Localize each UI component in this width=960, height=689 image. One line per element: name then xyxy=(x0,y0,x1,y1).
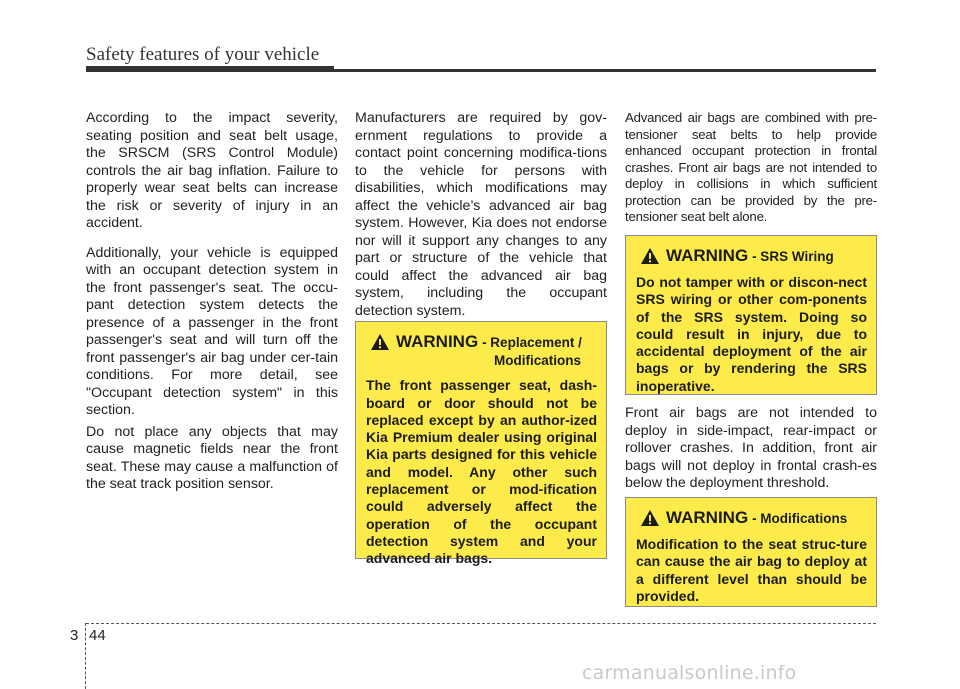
paragraph: Advanced air bags are combined with pre-tensioner seat belts to help provide enhanced occupant protection in frontal crashes. Front air bags are not intended to deploy in collisions in which sufficient protection can be provided by the pre-tensioner seat belt alone. xyxy=(625,110,877,224)
chapter-number: 3 xyxy=(70,627,79,644)
paragraph: Front air bags are not intended to deploy in side-impact, rear-impact or rollover crashes. In addition, front air bags will not deploy in frontal crash-es below the deployment threshold. xyxy=(625,405,877,491)
page-number: 44 xyxy=(89,627,106,644)
warning-subtitle: - Modifications xyxy=(752,511,848,526)
warning-triangle-icon xyxy=(370,333,390,351)
warning-title: WARNING xyxy=(396,332,479,351)
warning-body: The front passenger seat, dash-board or door should not be replaced except by an author-ized Kia Premium dealer using original Kia parts designed for this vehicle and model. Any other such replacement or mod-ification could adversely affect the operation of the occupant detection system and your advanced air bags. xyxy=(366,377,597,567)
footer-rule xyxy=(86,623,876,624)
warning-subtitle: - Replacement / xyxy=(482,335,582,350)
warning-triangle-icon xyxy=(640,247,660,265)
watermark: carmanualsonline.info xyxy=(582,662,797,684)
warning-subtitle: - SRS Wiring xyxy=(752,249,834,264)
warning-triangle-icon xyxy=(640,509,660,527)
paragraph: Manufacturers are required by gov-ernment regulations to provide a contact point concerning modifica-tions to the vehicle for persons with disabilities, which modifications may affect the vehicle’s advanced air bag system. However, Kia does not endorse nor will it support any changes to any part or structure of the vehicle that could affect the advanced air bag system, including the occupant detection system. xyxy=(355,110,607,319)
header-rule-accent xyxy=(86,66,334,72)
warning-body: Do not tamper with or discon-nect SRS wiring or other com-ponents of the SRS system. Doing so could result in injury, due to accidental deployment of the air bags or by rendering the SRS inoperative. xyxy=(636,274,867,394)
paragraph: Do not place any objects that may cause magnetic fields near the front seat. These may cause a malfunction of the seat track position sensor. xyxy=(86,423,338,492)
warning-title: WARNING xyxy=(666,246,749,265)
paragraph: Additionally, your vehicle is equipped with an occupant detection system in the front passenger's seat. The occu-pant detection system detects the presence of a passenger in the front passenger's seat and will turn off the front passenger's air bag under cer-tain conditions. For more detail, see "Occupant detection system" in this section. xyxy=(86,244,338,418)
warning-body: Modification to the seat struc-ture can cause the air bag to deploy at a different level than should be provided. xyxy=(636,536,867,604)
warning-box-replacement xyxy=(355,321,607,567)
warning-subtitle-continued: Modifications xyxy=(494,353,581,368)
warning-box-srs-wiring xyxy=(625,235,877,395)
column-left xyxy=(86,110,338,506)
column-middle xyxy=(355,110,607,332)
warning-box-modifications xyxy=(625,497,877,607)
warning-header xyxy=(366,332,597,369)
section-title: Safety features of your vehicle xyxy=(86,44,320,65)
warning-header xyxy=(636,246,867,266)
warning-header xyxy=(636,508,867,528)
footer-divider xyxy=(85,623,86,689)
paragraph: According to the impact severity, seating position and seat belt usage, the SRSCM (SRS Control Module) controls the air bag inflation. Failure to properly wear seat belts can increase the risk or severity of injury in an accident. xyxy=(86,110,338,231)
warning-title: WARNING xyxy=(666,508,749,527)
